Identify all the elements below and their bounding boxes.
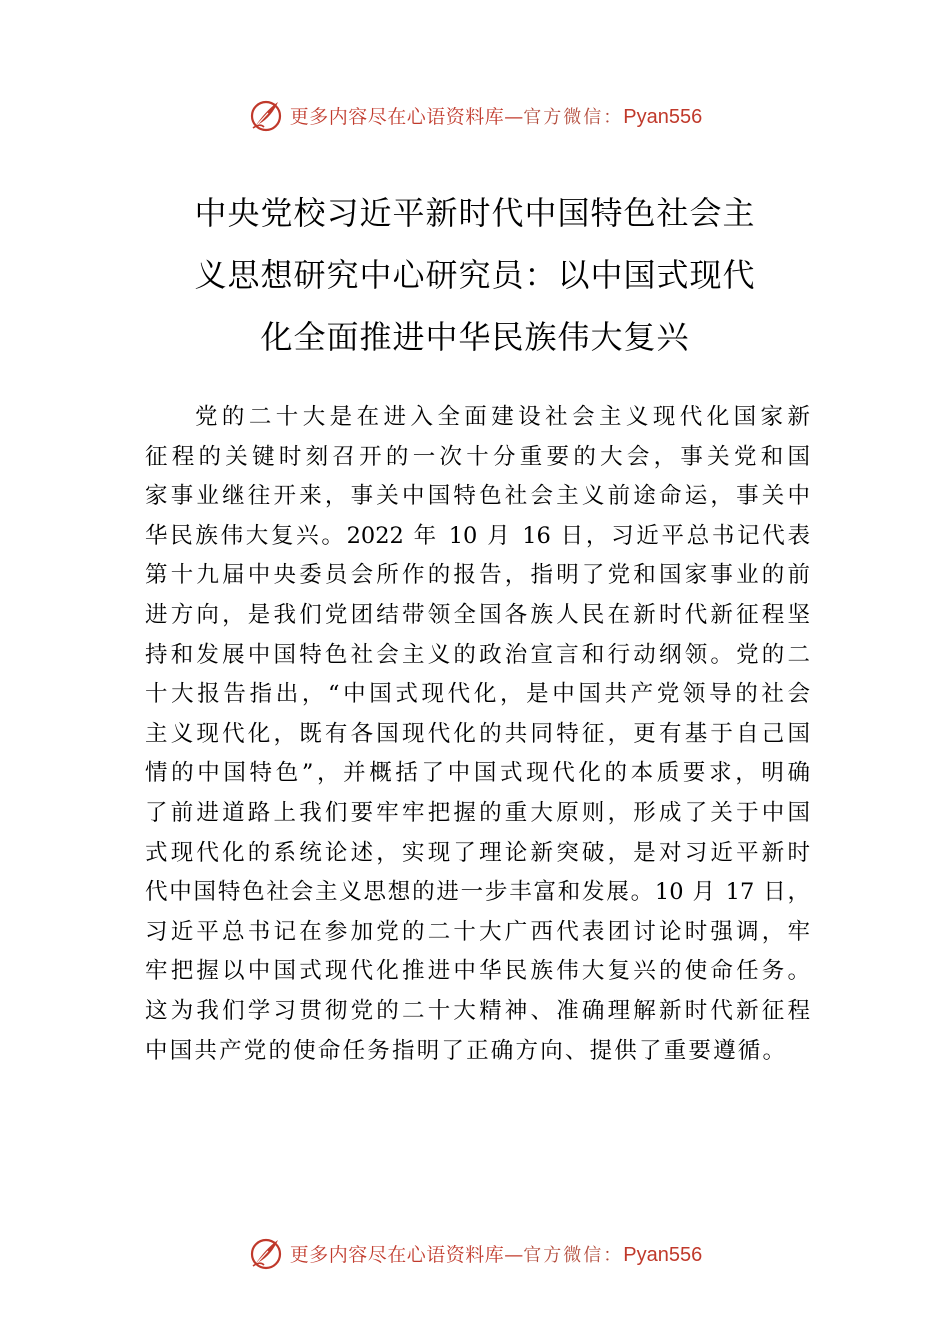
watermark-main-text: 更多内容尽在心语资料库	[289, 105, 505, 128]
watermark-wechat-id: Pyan556	[623, 105, 703, 128]
quill-logo-icon	[248, 97, 284, 133]
watermark-wechat-id: Pyan556	[623, 1243, 703, 1266]
watermark-wechat-label: 官方微信：	[523, 106, 624, 128]
body-line: 十大报告指出，“中国式现代化，是中国共产党领导的社会	[145, 681, 810, 708]
article-title-line: 中央党校习近平新时代中国特色社会主	[194, 194, 756, 232]
footer-watermark	[0, 1233, 950, 1273]
body-line: 主义现代化，既有各国现代化的共同特征，更有基于自己国	[145, 720, 810, 747]
body-line: 中国共产党的使命任务指明了正确方向、提供了重要遵循。	[145, 1037, 788, 1064]
article-body-paragraph	[145, 398, 810, 1071]
article-title-line: 化全面推进中华民族伟大复兴	[260, 318, 690, 356]
body-line: 进方向，是我们党团结带领全国各族人民在新时代新征程坚	[145, 601, 810, 628]
watermark-separator: —	[504, 105, 524, 128]
watermark-separator: —	[504, 1243, 524, 1266]
body-line: 代中国特色社会主义思想的进一步丰富和发展。10 月 17 日，	[145, 879, 810, 906]
body-line: 持和发展中国特色社会主义的政治宣言和行动纲领。党的二	[145, 641, 810, 668]
body-line: 征程的关键时刻召开的一次十分重要的大会，事关党和国	[145, 443, 810, 470]
body-line: 华民族伟大复兴。2022 年 10 月 16 日，习近平总书记代表	[145, 522, 810, 549]
watermark-text	[290, 102, 702, 129]
body-line: 了前进道路上我们要牢牢把握的重大原则，形成了关于中国	[145, 799, 810, 826]
body-line: 第十九届中央委员会所作的报告，指明了党和国家事业的前	[145, 562, 810, 589]
body-line: 牢把握以中国式现代化推进中华民族伟大复兴的使命任务。	[145, 958, 810, 985]
body-line: 情的中国特色”，并概括了中国式现代化的本质要求，明确	[145, 760, 810, 787]
article-title-line: 义思想研究中心研究员：以中国式现代	[194, 256, 756, 294]
body-line: 式现代化的系统论述，实现了理论新突破，是对习近平新时	[145, 839, 810, 866]
watermark-main-text: 更多内容尽在心语资料库	[289, 1243, 505, 1266]
body-line: 党的二十大是在进入全面建设社会主义现代化国家新	[195, 404, 810, 430]
watermark-wechat-label: 官方微信：	[523, 1244, 624, 1266]
body-line: 家事业继往开来，事关中国特色社会主义前途命运，事关中	[145, 483, 810, 510]
quill-logo-icon	[248, 1235, 284, 1271]
article-title	[160, 182, 790, 368]
header-watermark	[0, 95, 950, 135]
body-line: 习近平总书记在参加党的二十大广西代表团讨论时强调，牢	[145, 918, 810, 945]
watermark-text	[290, 1240, 702, 1267]
body-line: 这为我们学习贯彻党的二十大精神、准确理解新时代新征程	[145, 997, 810, 1024]
